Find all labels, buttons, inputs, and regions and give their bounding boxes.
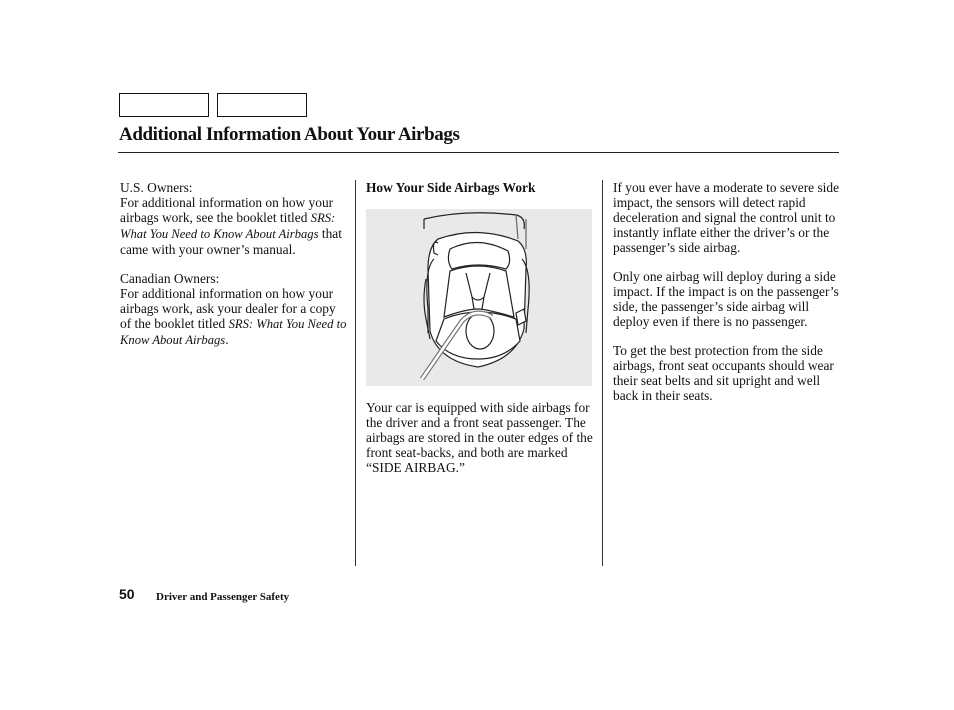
column-deployment-info (613, 180, 841, 417)
canadian-owners-block (120, 271, 348, 348)
column-owners-info (120, 180, 348, 362)
nav-tab-box-2[interactable] (217, 93, 307, 117)
canadian-owners-heading: Canadian Owners: (120, 271, 220, 286)
us-owners-text-2: that came with your owner’s manual. (120, 226, 342, 257)
us-owners-text-1: For additional information on how your airbags work, see the booklet titled (120, 195, 334, 225)
section-label: Driver and Passenger Safety (156, 591, 290, 603)
us-owners-booklet-title: SRS: What You Need to Know About Airbags (120, 211, 336, 241)
column-divider-2 (602, 180, 603, 566)
us-owners-heading: U.S. Owners: (120, 180, 193, 195)
column-divider-1 (355, 180, 356, 566)
side-airbags-heading: How Your Side Airbags Work (366, 180, 536, 195)
canadian-owners-booklet-title: SRS: What You Need to Know About Airbags (120, 317, 347, 347)
page-number: 50 (119, 586, 135, 602)
canadian-owners-text-2: . (225, 332, 229, 347)
page-title: Additional Information About Your Airbags (119, 124, 460, 145)
nav-tab-box-1[interactable] (119, 93, 209, 117)
us-owners-block (120, 180, 348, 257)
canadian-owners-text-1: For additional information on how your airbags work, ask your dealer for a copy of the booklet titled (120, 286, 336, 331)
column-side-airbags (366, 180, 594, 489)
side-airbag-seat-illustration (366, 209, 592, 386)
deployment-paragraph-2: Only one airbag will deploy during a side impact. If the impact is on the passenger’s side, the passenger’s side airbag will deploy even if there is no passenger. (613, 269, 839, 329)
title-rule (118, 152, 839, 153)
seat-icon (366, 209, 592, 386)
deployment-paragraph-3: To get the best protection from the side airbags, front seat occupants should wear their seat belts and sit upright and well back in their seats. (613, 343, 834, 403)
side-airbags-paragraph: Your car is equipped with side airbags for the driver and a front seat passenger. The airbags are stored in the outer edges of the front seat-backs, and both are marked “SIDE AIRBAG.” (366, 400, 593, 475)
deployment-paragraph-1: If you ever have a moderate to severe side impact, the sensors will detect rapid deceleration and signal the control unit to instantly inflate either the driver’s or the passenger’s side airbag. (613, 180, 840, 255)
